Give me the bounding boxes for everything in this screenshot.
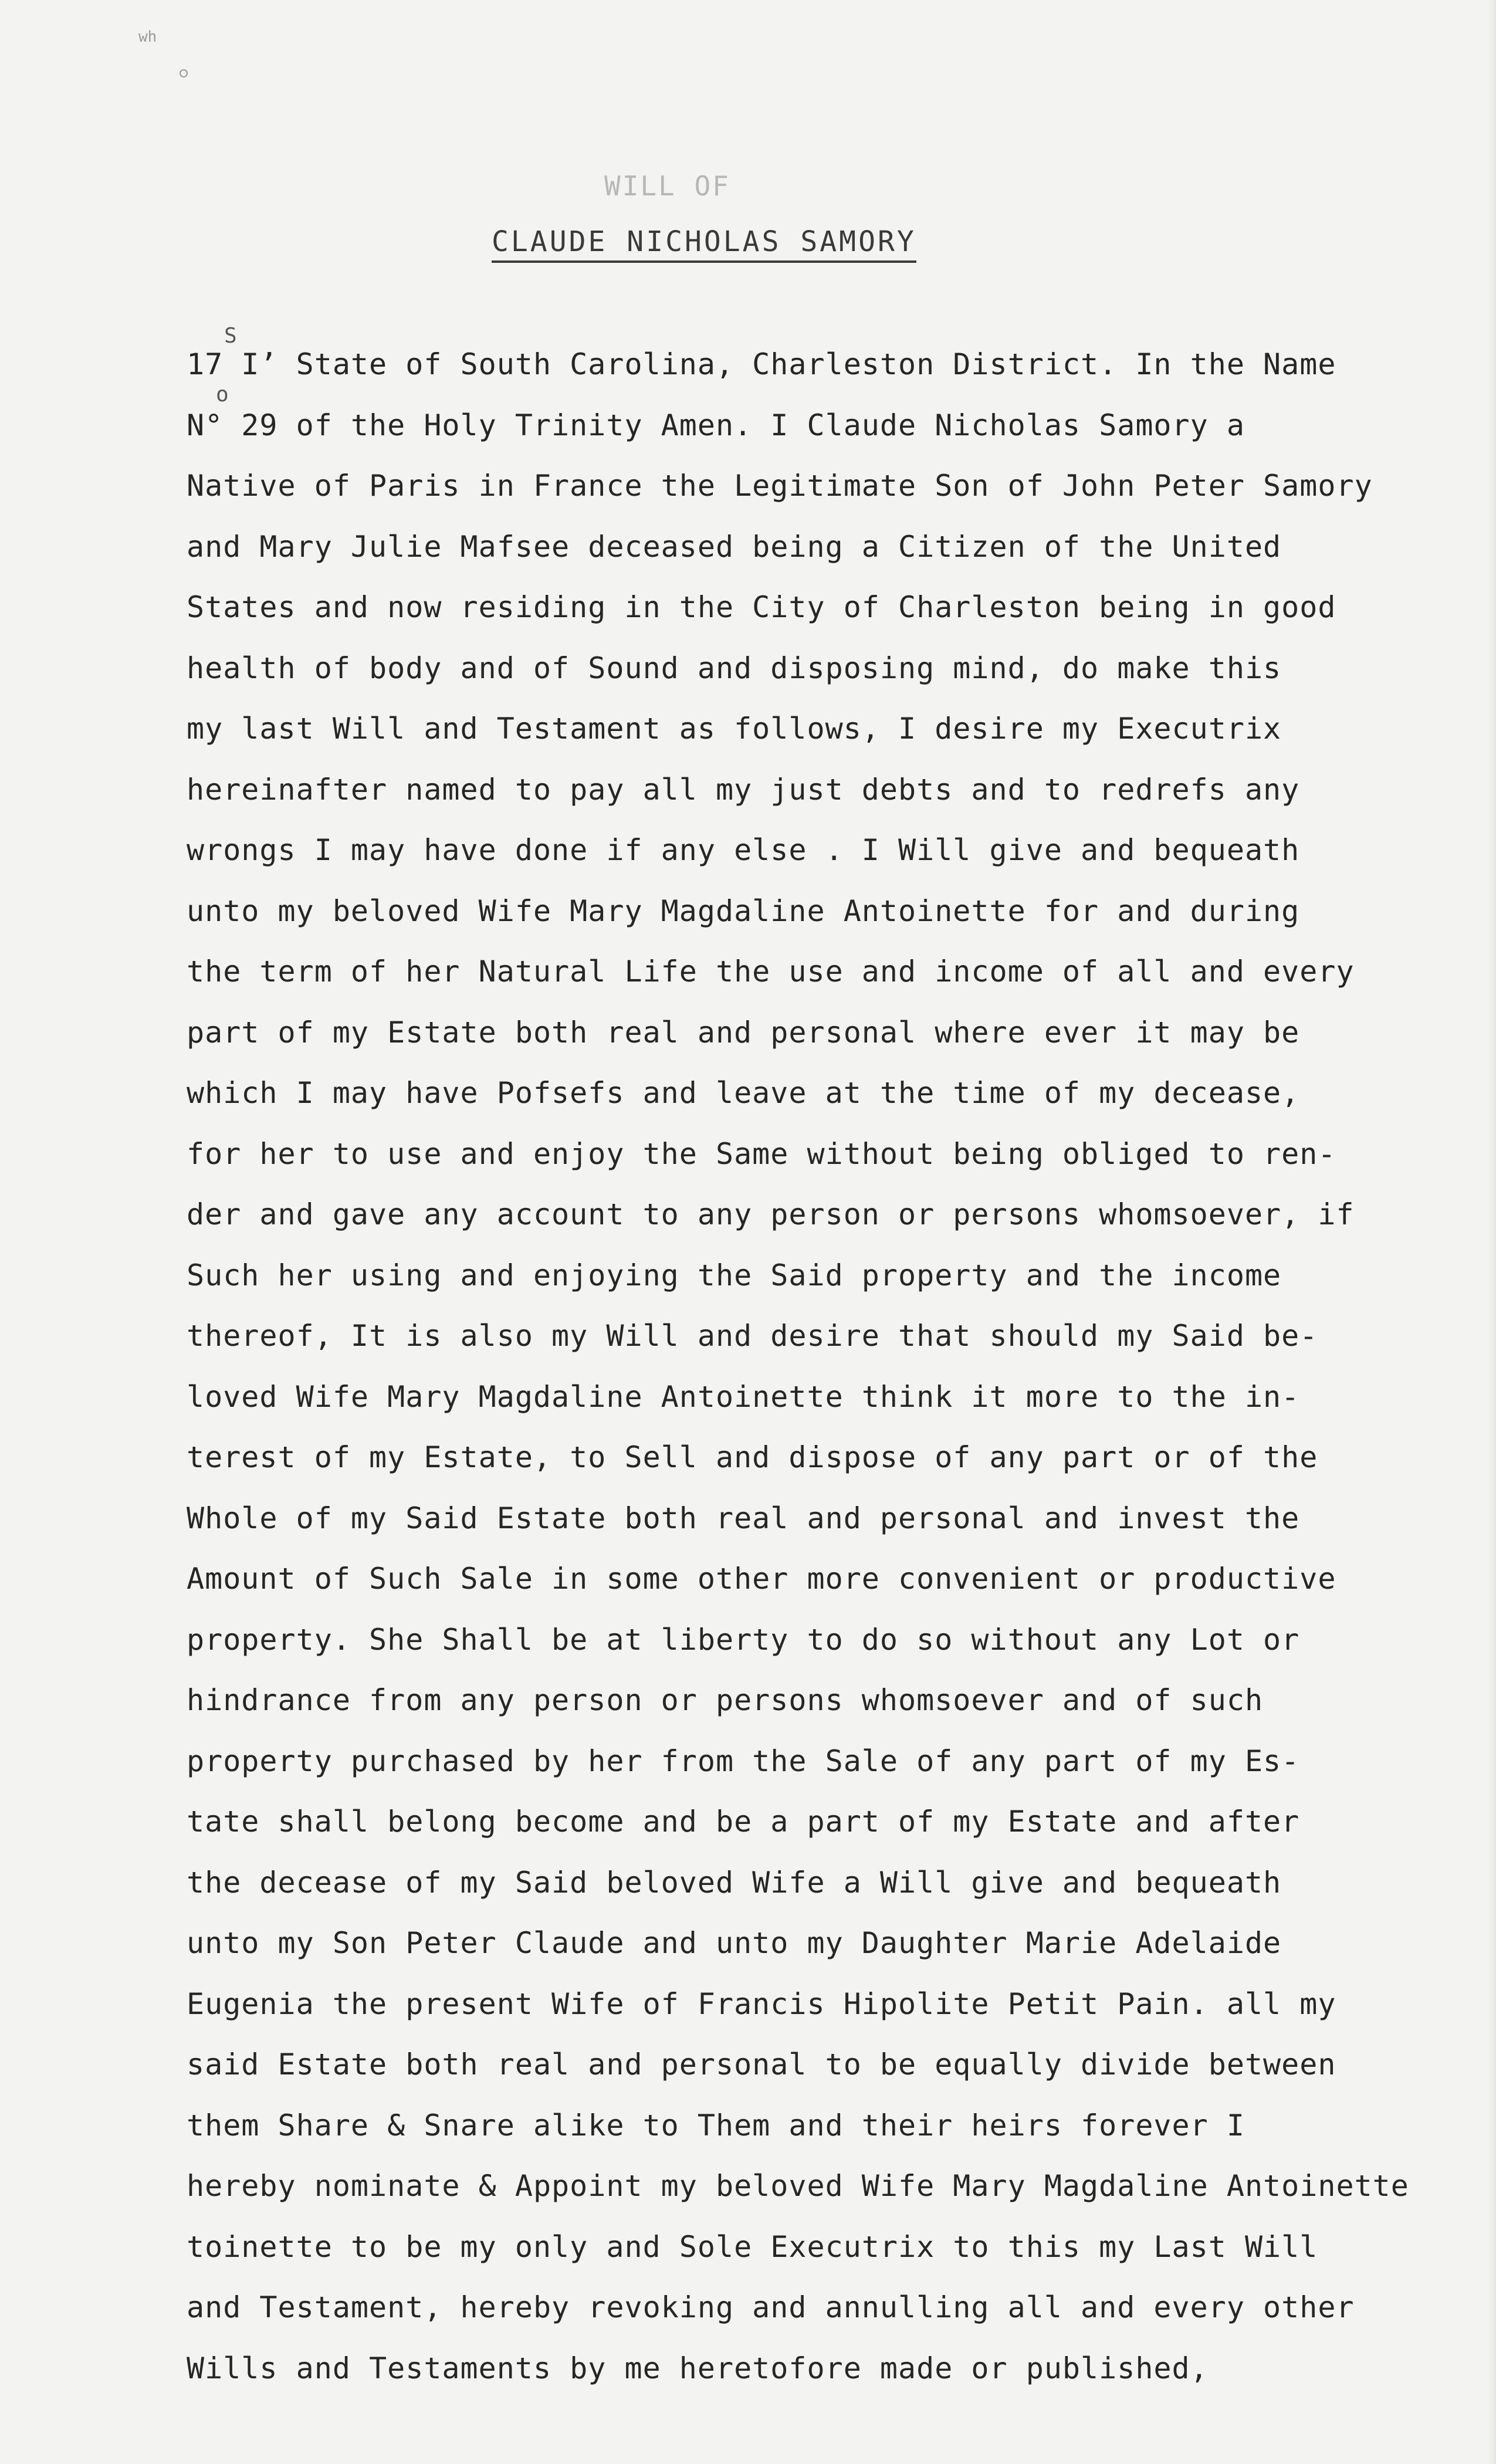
text-line: hindrance from any person or persons whomsoever and of such: [187, 1683, 1264, 1717]
text-line: toinette to be my only and Sole Executrix to this my Last Will: [187, 2229, 1318, 2264]
text-line: said Estate both real and personal to be equally divide between: [187, 2047, 1336, 2081]
text-line: Such her using and enjoying the Said property and the income: [187, 1258, 1282, 1292]
text-line: for her to use and enjoy the Same without being obliged to ren-: [187, 1136, 1336, 1171]
text-line: hereinafter named to pay all my just debts and to redrefs any: [187, 772, 1300, 807]
text-line: Wills and Testaments by me heretofore made or published,: [187, 2351, 1209, 2385]
text-line: Amount of Such Sale in some other more convenient or productive: [187, 1562, 1336, 1596]
text-line: the term of her Natural Life the use and income of all and every: [187, 955, 1355, 989]
text-line: my last Will and Testament as follows, I desire my Executrix: [187, 712, 1282, 746]
text-line: Whole of my Said Estate both real and personal and invest the: [187, 1501, 1300, 1535]
text-line: Native of Paris in France the Legitimate Son of John Peter Samory: [187, 469, 1373, 503]
text-line: and Testament, hereby revoking and annulling all and every other: [187, 2290, 1355, 2324]
text-line: health of body and of Sound and disposing mind, do make this: [187, 651, 1282, 685]
text-line: property purchased by her from the Sale of any part of my Es-: [187, 1744, 1300, 1778]
text-line: property. She Shall be at liberty to do so without any Lot or: [187, 1622, 1300, 1657]
text-line: tate shall belong become and be a part of my Estate and after: [187, 1805, 1300, 1839]
will-body-text: [187, 344, 1409, 2408]
margin-mark-s: S: [224, 324, 237, 348]
document-title: CLAUDE NICHOLAS SAMORY: [492, 225, 916, 263]
text-line: unto my beloved Wife Mary Magdaline Antoinette for and during: [187, 893, 1300, 928]
text-line: wrongs I may have done if any else . I Will give and bequeath: [187, 833, 1300, 867]
text-line: thereof, It is also my Will and desire that should my Said be-: [187, 1319, 1318, 1353]
text-line: them Share & Snare alike to Them and their heirs forever I: [187, 2108, 1245, 2143]
text-line: N° 29 of the Holy Trinity Amen. I Claude Nicholas Samory a: [187, 408, 1245, 442]
text-line: which I may have Pofsefs and leave at the time of my decease,: [187, 1076, 1300, 1110]
text-line: and Mary Julie Mafsee deceased being a Citizen of the United: [187, 529, 1282, 564]
text-line: hereby nominate & Appoint my beloved Wife Mary Magdaline Antoinette: [187, 2169, 1409, 2203]
text-line: unto my Son Peter Claude and unto my Daughter Marie Adelaide: [187, 1926, 1282, 1960]
text-line: the decease of my Said beloved Wife a Will give and bequeath: [187, 1865, 1282, 1900]
text-line: part of my Estate both real and personal where ever it may be: [187, 1015, 1300, 1050]
margin-mark-o: o: [216, 383, 229, 407]
page-edge: [1488, 0, 1496, 2464]
corner-mark: wh: [138, 28, 157, 46]
faint-heading: WILL OF: [604, 170, 730, 202]
text-line: loved Wife Mary Magdaline Antoinette think it more to the in-: [187, 1379, 1300, 1414]
text-line: der and gave any account to any person or persons whomsoever, if: [187, 1197, 1355, 1231]
text-line: terest of my Estate, to Sell and dispose of any part or of the: [187, 1440, 1318, 1474]
text-line: Eugenia the present Wife of Francis Hipolite Petit Pain. all my: [187, 1986, 1336, 2021]
corner-dot: [180, 69, 188, 77]
text-line: 17 I’ State of South Carolina, Charleston District. In the Name: [187, 347, 1336, 381]
text-line: States and now residing in the City of Charleston being in good: [187, 590, 1336, 624]
